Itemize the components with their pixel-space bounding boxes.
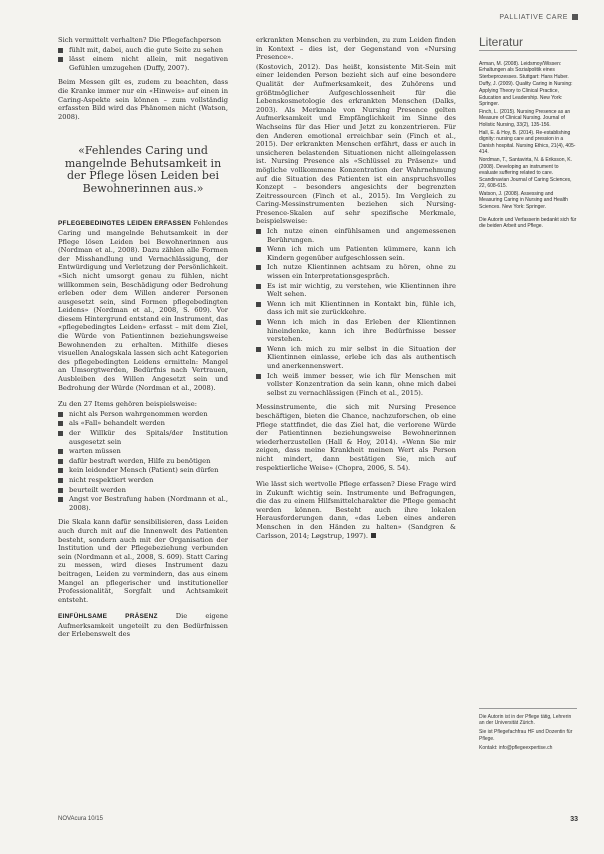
section-subheading: PFLEGEBEDINGTES LEIDEN ERFASSEN xyxy=(58,220,192,228)
paragraph: (Kostovich, 2012). Das heißt, konsistente Mit-Sein mit einer leidenden Person bezieht sich auf eine besondere Qualität der Aufmerksamkeit, des Zuhörens und größtmöglicher Aufgeschlossenheit für die Lebenskosmetologie des erkrankten Menschen (Dalks, 2003). Als Merkmale von Nursing Presence gelten Aufmerksamkeit und Empfänglichkeit im Sinne des Wachseins für das Hier und Jetzt zu konzentrieren. Für den Anderen emotional erreichbar sein (Finch et al., 2015). Der erkrankten Menschen erfährt, dass er auch in unsicheren belastenden Situationen nicht alleingelassen ist. Nursing Presence als «Schlüssel zu Präsenz» und mögliche vollkommene Konzentration der Wahrnehmung auf die Situation des Patienten ist ein anspruchsvolles Konzept – besonders angesichts der begrenzten Zeitressourcen (Finch et al., 2015). Im Vergleich zu Caring-Messinstrumenten beziehen sich Nursing-Presence-Skalen auf sehr spezifische Merkmale, beispielsweise: xyxy=(256,62,456,226)
paragraph xyxy=(58,612,228,639)
list-item: beurteilt werden xyxy=(58,486,228,495)
list-item: Es ist mir wichtig, zu verstehen, wie Klientinnen ihre Welt sehen. xyxy=(256,282,456,299)
list-item: Wenn ich mich in das Erleben der Klientinnen hineindenke, kann ich ihre Bedürfnisse besser verstehen. xyxy=(256,318,456,344)
list-item: als «Fall» behandelt werden xyxy=(58,419,228,428)
author-notes xyxy=(479,708,577,754)
author-note: Die Autorin ist in der Pflege tätig, Lehrerin an der Universität Zürich. xyxy=(479,714,572,727)
list-item: kein leidender Mensch (Patient) sein dürfen xyxy=(58,466,228,475)
reference-item: Nordman, T., Santavirta, N. & Eriksson, K. (2008). Developing an instrument to evaluate suffering related to care. Scandinavian Journal of Caring Sciences, 22, 608-615. xyxy=(479,156,572,190)
author-note: Sie ist Pflegefachfrau HF und Dozentin für Pflege. xyxy=(479,729,573,742)
list-item: lässt einem nicht allein, mit negativen Gefühlen umzugehen (Duffy, 2007). xyxy=(58,55,228,72)
list-item: Wenn ich mit Klientinnen in Kontakt bin, fühle ich, dass ich mit sie zurückkehre. xyxy=(256,300,456,317)
paragraph: Zu den 27 Items gehören beispielsweise: xyxy=(58,400,197,409)
paragraph: Messinstrumente, die sich mit Nursing Presence beschäftigen, bieten die Chance, nachzuforschen, ob eine Pflege stattfindet, die das Ziel hat, die verlorene Würde der Patientinnen beziehungsweise Bewohnerinnen wiederherzustellen (Hall & Hoy, 2014). «Wenn Sie mir zeigen, dass meine Krankheit meinen Wert als Person nicht mindert, dann bestätigen Sie, mich auf respektierliche Weise» (Chopra, 2006, S. 54). xyxy=(256,403,456,472)
list-item: Wenn ich mich zu mir selbst in die Situation der Klientinnen einlasse, erlebe ich das als authentisch und anerkennenswert. xyxy=(256,345,456,371)
list-item: warten müssen xyxy=(58,447,228,456)
bullet-list xyxy=(256,227,456,397)
paragraph: Die Skala kann dafür sensibilisieren, dass Leiden auch durch mit auf die Innenwelt des Patienten besteht, sondern auch mit der Organisation der Institution und der Pflegebeziehung verbunden sein (Nordmann et al., 2008, S. 609). Statt Caring zu messen, wird dieses Instrument dazu beitragen, Leiden zu vermindern, das aus einem Mangel an pflegerischer und institutioneller Professionalität, Sorgfalt und Achtsamkeit entsteht. xyxy=(58,518,228,604)
column-middle xyxy=(256,36,456,548)
author-note: Kontakt: info@pflegeexpertise.ch xyxy=(479,744,553,751)
paragraph-text: Fehlendes Caring und mangelnde Behutsamkeit in der Pflege lösen Leiden bei Bewohnerinnen aus (Nordman et al., 2008). Dazu zählen alle Formen der Misshandlung und Vernachlässigung, der Entwürdigung und Verletzung der Persönlichkeit. «Sich nicht umsorgt genau zu fühlen, nicht willkommen sein, Beschädigung oder Bedrohung erleben oder dem Willen anderer Personen ausgesetzt sein, sind Formen pflegebedingten Leidens» (Nordman et al., 2008, S. 609). Vor diesem Hintergrund entstand ein Instrument, das «pflegebedingtes Leiden» erfasst – mit dem Ziel, die Würde von Patientinnen beziehungsweise Bewohnenden zu erhalten. Mithilfe dieses visuellen Analogskala lassen sich acht Kategorien des pflegebedingten Leidens ermitteln: Mangel an Umsorgtwerden, Bedürfnis nach Vertrauen, Ausbleiben des Willen Angesetzt sein und Bedrohung der Würde (Nordman et al., 2008). xyxy=(58,219,228,392)
running-header xyxy=(499,14,578,21)
section-label: PALLIATIVE CARE xyxy=(499,14,568,21)
list-item: fühlt mit, dabei, auch die gute Seite zu sehen xyxy=(58,46,228,55)
column-right xyxy=(479,36,577,231)
list-item: nicht respektiert werden xyxy=(58,476,228,485)
bullet-list xyxy=(58,46,228,73)
reference-item: Watson, J. (2008). Assessing and Measuring Caring in Nursing and Health Sciences. New York: Springer. xyxy=(479,190,568,211)
page-number: 33 xyxy=(570,816,578,823)
reference-list xyxy=(479,61,577,230)
header-square-icon xyxy=(572,14,578,20)
footer-issue: NOVAcura 10/15 xyxy=(58,816,103,822)
list-item: Wenn ich mich um Patienten kümmere, kann ich Kindern gegenüber aufgeschlossen sein. xyxy=(256,245,456,262)
list-item: nicht als Person wahrgenommen werden xyxy=(58,410,228,419)
paragraph: Sich vermittelt verhalten? Die Pflegefachperson xyxy=(58,36,222,44)
reference-item: Hall, E. & Hoy, B. (2014). Re-establishing dignity: nursing care and pression in a Danish hospital. Nursing Ethics, 21(4), 405-414. xyxy=(479,129,576,156)
paragraph: erkrankten Menschen zu verbinden, zu zum Leiden finden in Kontext – dies ist, der Gegenstand von «Nursing Presence». xyxy=(256,36,456,62)
list-item: dafür bestraft werden, Hilfe zu benötigen xyxy=(58,457,228,466)
reference-item: Duffy, J. (2009). Quality Caring in Nursing: Applying Theory to Clinical Practice, Education and Leadership. New York: Springer. xyxy=(479,81,573,108)
reference-item: Arman, M. (2008). Leidsmoy/Wissen: Erhaltungen als Sozialpolitik eines Sterbeprozesses. Stuttgart: Hans Huber. xyxy=(479,60,569,80)
paragraph: Beim Messen gilt es, zudem zu beachten, dass die Kranke immer nur ein «Hinweis» auf einen in Caring-Aspekte sein können – zum vollständig erfassten Bild wird das Phänomen nicht (Watson, 2008). xyxy=(58,78,228,121)
reference-item: Finch, L. (2015). Nursing Presence as an Measure of Clinical Nursing. Journal of Holistic Nursing, 33(2), 135-156. xyxy=(479,108,571,128)
pull-quote: «Fehlendes Caring und mangelnde Behutsamkeit in der Pflege lösen Leiden bei Bewohnerinnen aus.» xyxy=(64,144,222,195)
list-item: Angst vor Bestrafung haben (Nordmann et al., 2008). xyxy=(58,495,228,512)
end-of-article-icon xyxy=(371,533,376,538)
paragraph-text: Wie lässt sich wertvolle Pflege erfassen? Diese Frage wird in Zukunft wichtig sein. Instrumente und Befragungen, die das zu einem Hilfsmittelcharakter die Pflege gemacht werden können. Besteht auch ihre lokalen Herausforderungen dann, «das Leben eines anderen Menschen in den Händen zu halten» (Sandgren & Carlsson, 2014; Løgstrup, 1997). xyxy=(256,480,456,540)
list-item: Ich nutze einen einfühlsamen und angemessenen Berührungen. xyxy=(256,227,456,244)
paragraph xyxy=(58,219,228,392)
literature-title: Literatur xyxy=(479,38,577,51)
paragraph xyxy=(256,480,456,540)
list-item: Ich nutze Klientinnen achtsam zu hören, ohne zu wissen ein Interpretationsgespräch. xyxy=(256,263,456,280)
list-item: Ich weiß immer besser, wie ich für Menschen mit vollster Konzentration da sein kann, ohne mich dabei selbst zu vernachlässigen (Finch et al., 2015). xyxy=(256,372,456,398)
bullet-list xyxy=(58,410,228,513)
section-subheading: EINFÜHLSAME PRÄSENZ xyxy=(58,613,158,621)
paragraph-text: Die eigene Aufmerksamkeit ungeteilt zu den Bedürfnissen der Erlebenswelt des xyxy=(58,612,229,639)
list-item: der Willkür des Spitals/der Institution ausgesetzt sein xyxy=(58,429,228,446)
column-left xyxy=(58,36,228,647)
reference-note: Die Autorin und Verfasserin bedankt sich für die beiden Arbeit und Pflege. xyxy=(479,216,577,230)
